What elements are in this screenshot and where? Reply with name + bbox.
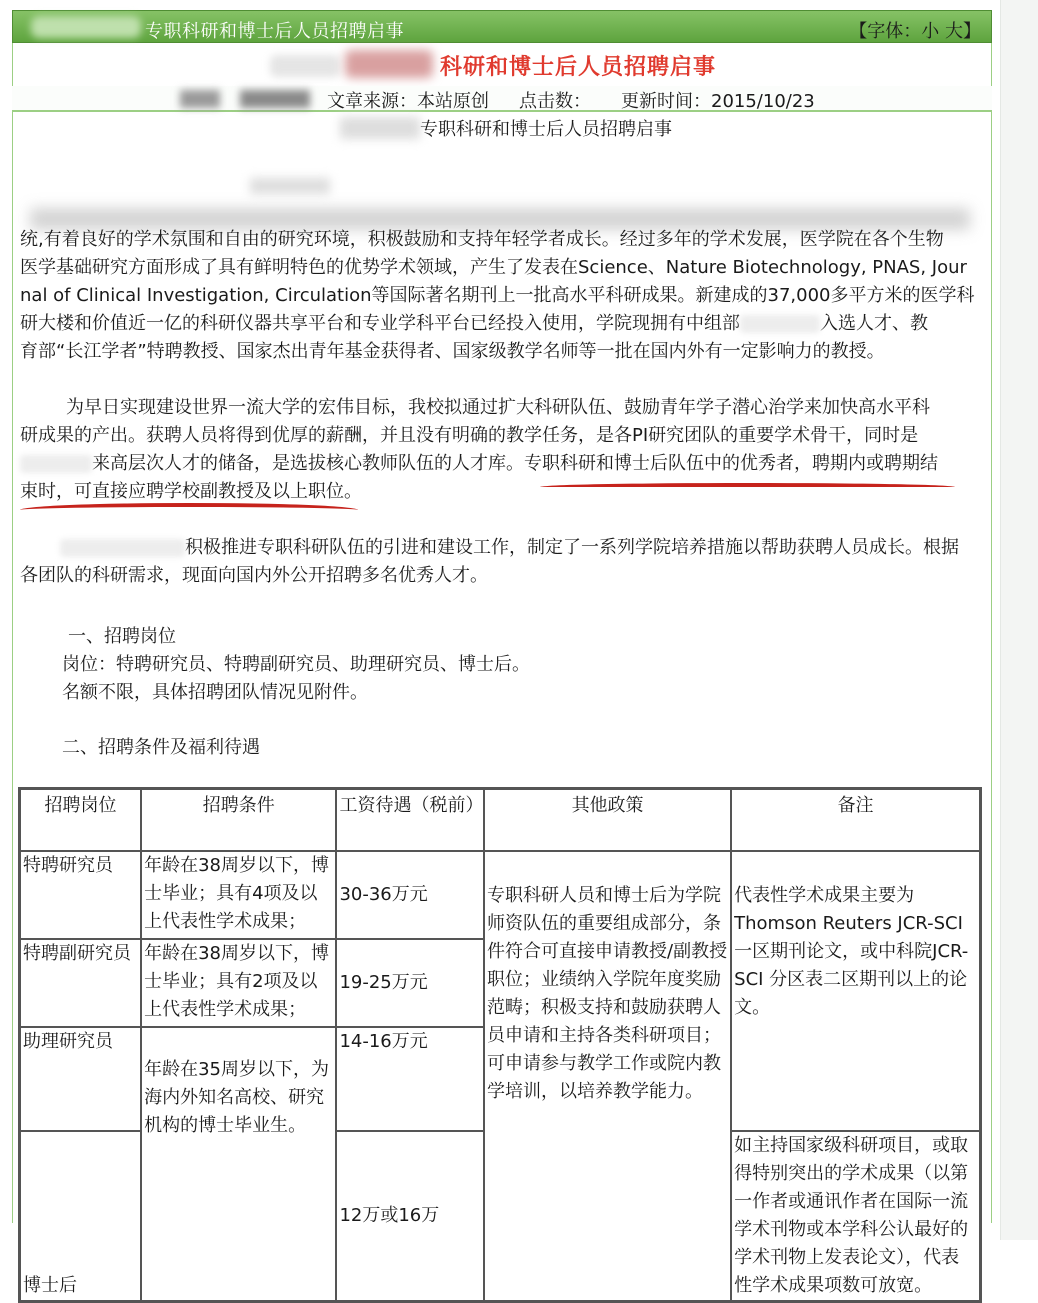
article-title-bar — [12, 10, 992, 43]
section-heading-positions: 一、招聘岗位 — [68, 626, 176, 647]
table-header: 招聘条件 — [141, 789, 336, 851]
article-subtitle: 专职科研和博士后人员招聘启事 — [420, 119, 672, 140]
positions-list: 岗位：特聘研究员、特聘副研究员、助理研究员、博士后。 — [62, 654, 530, 675]
cell-salary: 14-16万元 — [336, 1027, 484, 1131]
text-line — [20, 534, 985, 562]
redacted-text — [250, 178, 330, 194]
cell-remark: 代表性学术成果主要为Thomson Reuters JCR-SCI 一区期刊论文，或中科院JCR-SCI 分区表二区期刊以上的论文。 — [731, 851, 980, 1131]
quota-note: 名额不限，具体招聘团队情况见附件。 — [62, 682, 368, 703]
recruitment-table — [18, 787, 982, 1303]
article-meta — [12, 86, 992, 112]
redacted-headline-part — [345, 50, 433, 78]
paragraph-intro — [20, 226, 985, 366]
text-segment: 来高层次人才的储备，是选拔核心教师队伍的人才库。专职科研和博士后队伍中的优秀者，聘期内或聘期结 — [92, 453, 938, 474]
cell-condition: 年龄在38周岁以下，博士毕业；具有4项及以上代表性学术成果； — [141, 851, 336, 939]
cell-salary: 30-36万元 — [336, 851, 484, 939]
section-heading-conditions: 二、招聘条件及福利待遇 — [62, 737, 260, 758]
redacted-text — [20, 455, 92, 473]
title-bar-text: 专职科研和博士后人员招聘启事 — [145, 21, 404, 42]
cell-condition: 年龄在38周岁以下，博士毕业；具有2项及以上代表性学术成果； — [141, 939, 336, 1027]
cell-position: 助理研究员 — [20, 1027, 142, 1131]
meta-source: 文章来源：本站原创 — [327, 91, 489, 112]
redacted-text — [740, 315, 820, 333]
font-size-control[interactable]: 【字体：小 大】 — [849, 21, 981, 42]
table-header: 其他政策 — [484, 789, 731, 851]
redacted-author — [240, 90, 310, 108]
redacted-text — [60, 539, 185, 557]
table-header: 招聘岗位 — [20, 789, 142, 851]
redacted-school-name — [31, 16, 141, 38]
text-line: 统,有着良好的学术氛围和自由的研究环境，积极鼓励和支持年轻学者成长。经过多年的学术发展，医学院在各个生物 — [20, 229, 944, 250]
cell-position: 特聘研究员 — [20, 851, 142, 939]
text-line: 医学基础研究方面形成了具有鲜明特色的优势学术领域，产生了发表在Science、Nature Biotechnology, PNAS, Jour — [20, 257, 967, 278]
cell-salary: 19-25万元 — [336, 939, 484, 1027]
text-line: 育部“长江学者”特聘教授、国家杰出青年基金获得者、国家级教学名师等一批在国内外有一定影响力的教授。 — [20, 341, 885, 362]
red-underline-annotation — [20, 503, 358, 517]
meta-clicks: 点击数： — [519, 91, 591, 112]
table-header: 工资待遇（税前） — [336, 789, 484, 851]
text-segment: 研大楼和价值近一亿的科研仪器共享平台和专业学科平台已经投入使用，学院现拥有中组部 — [20, 313, 740, 334]
paragraph-recruit — [20, 534, 985, 590]
cell-condition: 年龄在35周岁以下，为海内外知名高校、研究机构的博士毕业生。 — [141, 1027, 336, 1302]
table-header-row — [20, 789, 981, 851]
text-line — [20, 450, 985, 478]
redacted-subtitle-part — [340, 117, 420, 139]
redacted-headline-part — [270, 55, 340, 77]
text-segment: 积极推进专职科研队伍的引进和建设工作，制定了一系列学院培养措施以帮助获聘人员成长。根据 — [185, 537, 959, 558]
redacted-author — [180, 90, 220, 108]
text-line: 束时，可直接应聘学校副教授及以上职位。 — [20, 481, 362, 502]
text-line: 各团队的科研需求，现面向国内外公开招聘多名优秀人才。 — [20, 565, 488, 586]
table-header: 备注 — [731, 789, 980, 851]
scrollbar-area[interactable] — [1000, 0, 1038, 1240]
cell-position: 特聘副研究员 — [20, 939, 142, 1027]
cell-remark: 如主持国家级科研项目，或取得特别突出的学术成果（以第一作者或通讯作者在国际一流学术刊物或本学科公认最好的学术刊物上发表论文），代表性学术成果项数可放宽。 — [731, 1131, 980, 1302]
text-line: 为早日实现建设世界一流大学的宏伟目标，我校拟通过扩大科研队伍、鼓励青年学子潜心治学来加快高水平科 — [66, 397, 930, 418]
text-line: nal of Clinical Investigation, Circulation等国际著名期刊上一批高水平科研成果。新建成的37,000多平方米的医学科 — [20, 285, 975, 306]
red-underline-annotation — [540, 483, 955, 491]
text-line — [20, 310, 985, 338]
meta-updated: 更新时间：2015/10/23 — [621, 91, 815, 112]
cell-salary: 12万或16万 — [336, 1131, 484, 1302]
cell-position: 博士后 — [20, 1131, 142, 1302]
text-line: 研成果的产出。获聘人员将得到优厚的薪酬，并且没有明确的教学任务，是各PI研究团队的重要学术骨干，同时是 — [20, 425, 919, 446]
table-row — [20, 851, 981, 939]
cell-policy: 专职科研人员和博士后为学院师资队伍的重要组成部分，条件符合可直接申请教授/副教授职位；业绩纳入学院年度奖励范畴；积极支持和鼓励获聘人员申请和主持各类科研项目；可申请参与教学工作或院内教学培训，以培养教学能力。 — [484, 851, 731, 1302]
article-headline: 科研和博士后人员招聘启事 — [440, 55, 717, 80]
meta-text — [327, 87, 845, 113]
text-segment: 入选人才、教 — [820, 313, 928, 334]
